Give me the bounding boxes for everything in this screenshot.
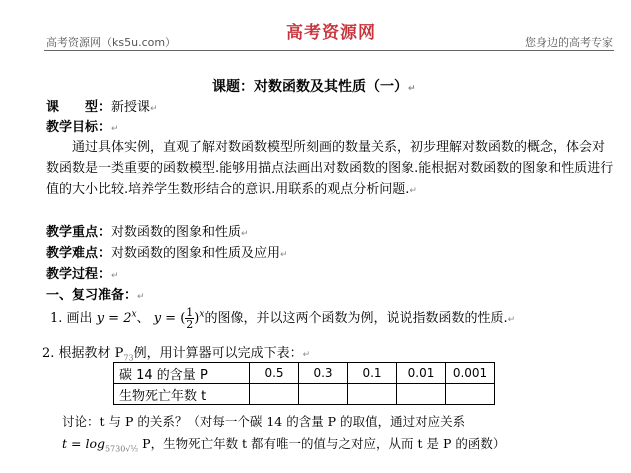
table-cell-empty [348,384,397,405]
discussion-log: t = log [62,436,105,451]
item1-frac-den: 2 [186,318,194,331]
item1-formula2-exp: x [199,309,205,320]
item1-prefix: 1. 画出 [50,311,93,326]
table-row [114,363,495,384]
table-row1-label: 碳 14 的含量 P [114,363,250,384]
item1-line: 1. 画出 $y = 2^x$、 y = ( $\frac{1}{2}$ )$^x$的图像，并以这两个函数为例，说说指数函数的性质.↵ [50,306,516,331]
header-logo-text: 高考资源网 [286,23,376,43]
item1-frac-num: 1 [186,306,194,319]
difficulty-label: 教学难点： [46,246,112,261]
discussion-text-2: P，生物死亡年数 t 都有唯一的值与之对应，从而 t 是 P 的函数） [142,436,506,451]
item1-formula1: y = 2 [96,311,132,326]
item1-fraction [185,307,194,330]
lesson-title-text: 课题：对数函数及其性质（一） [212,79,408,95]
paragraph-mark: ↵ [408,84,416,94]
item2-line [42,342,310,363]
lesson-title [212,76,416,96]
table-cell: 0.01 [397,363,446,384]
item1-suffix: 的图像，并以这两个函数为例，说说指数函数的性质. [204,311,508,326]
carbon-table [113,362,495,405]
key-point-label: 教学重点： [46,225,112,240]
paragraph-mark: ↵ [111,271,119,281]
discussion-line1 [62,412,465,430]
table-cell: 0.1 [348,363,397,384]
table-cell-empty [397,384,446,405]
table-cell-empty [250,384,299,405]
paragraph-mark: ↵ [137,292,145,302]
difficulty-line [46,242,288,261]
key-point-value: 对数函数的图象和性质 [111,225,242,240]
table-cell-empty [446,384,495,405]
item1-formula2: y = [153,311,177,326]
header-right-text: 您身边的高考专家 [525,36,613,49]
item1-formula1-exp: x [131,309,137,320]
table-row [114,384,495,405]
goals-text: 通过具体实例，直观了解对数函数模型所刻画的数量关系，初步理解对数函数的概念，体会对数函数是一类重要的函数模型.能够用描点法画出对数函数的图象.能根据对数函数的图象和性质进行值的大小比较.培养学生数形结合的意识.用联系的观点分析问题. [46,140,614,197]
table-cell: 0.5 [250,363,299,384]
goals-heading: 教学目标： [46,120,112,135]
header-left-text: 高考资源网（ks5u.com） [46,36,177,49]
paragraph-mark: ↵ [111,124,119,134]
header-rule [44,50,614,51]
table-cell: 0.3 [299,363,348,384]
page-header [0,0,631,50]
process-heading-line [46,263,119,282]
goals-heading-line [46,116,119,135]
goals-paragraph [46,137,616,202]
paragraph-mark: ↵ [280,250,288,260]
table-cell-empty [299,384,348,405]
table-cell: 0.001 [446,363,495,384]
item1-sep: 、 [136,311,150,326]
paragraph-mark: ↵ [150,104,158,114]
lesson-type-label: 课 型： [46,100,112,115]
discussion-log-base: 5730√½ [104,444,139,454]
difficulty-value: 对数函数的图象和性质及应用 [111,246,281,261]
item2-text-a: 2. 根据教材 P [42,346,124,361]
process-heading: 教学过程： [46,267,112,282]
paragraph-mark: ↵ [241,229,249,239]
section1-heading-line [46,284,145,303]
paragraph-mark: ↵ [507,315,516,325]
lesson-type-value: 新授课 [111,100,151,115]
table-row2-label: 生物死亡年数 t [114,384,250,405]
paragraph-mark: ↵ [409,186,417,196]
discussion-text-1: 讨论：t 与 P 的关系？（对每一个碳 14 的含量 P 的取值，通过对应关系 [62,414,466,429]
item2-page-sub: 73 [123,353,134,363]
lesson-type-line [46,96,158,115]
key-point-line [46,221,249,240]
discussion-line2 [62,434,505,454]
section1-heading: 一、复习准备： [46,288,138,303]
item2-text-b: 例，用计算器可以完成下表： [133,346,303,361]
paragraph-mark: ↵ [302,350,311,360]
